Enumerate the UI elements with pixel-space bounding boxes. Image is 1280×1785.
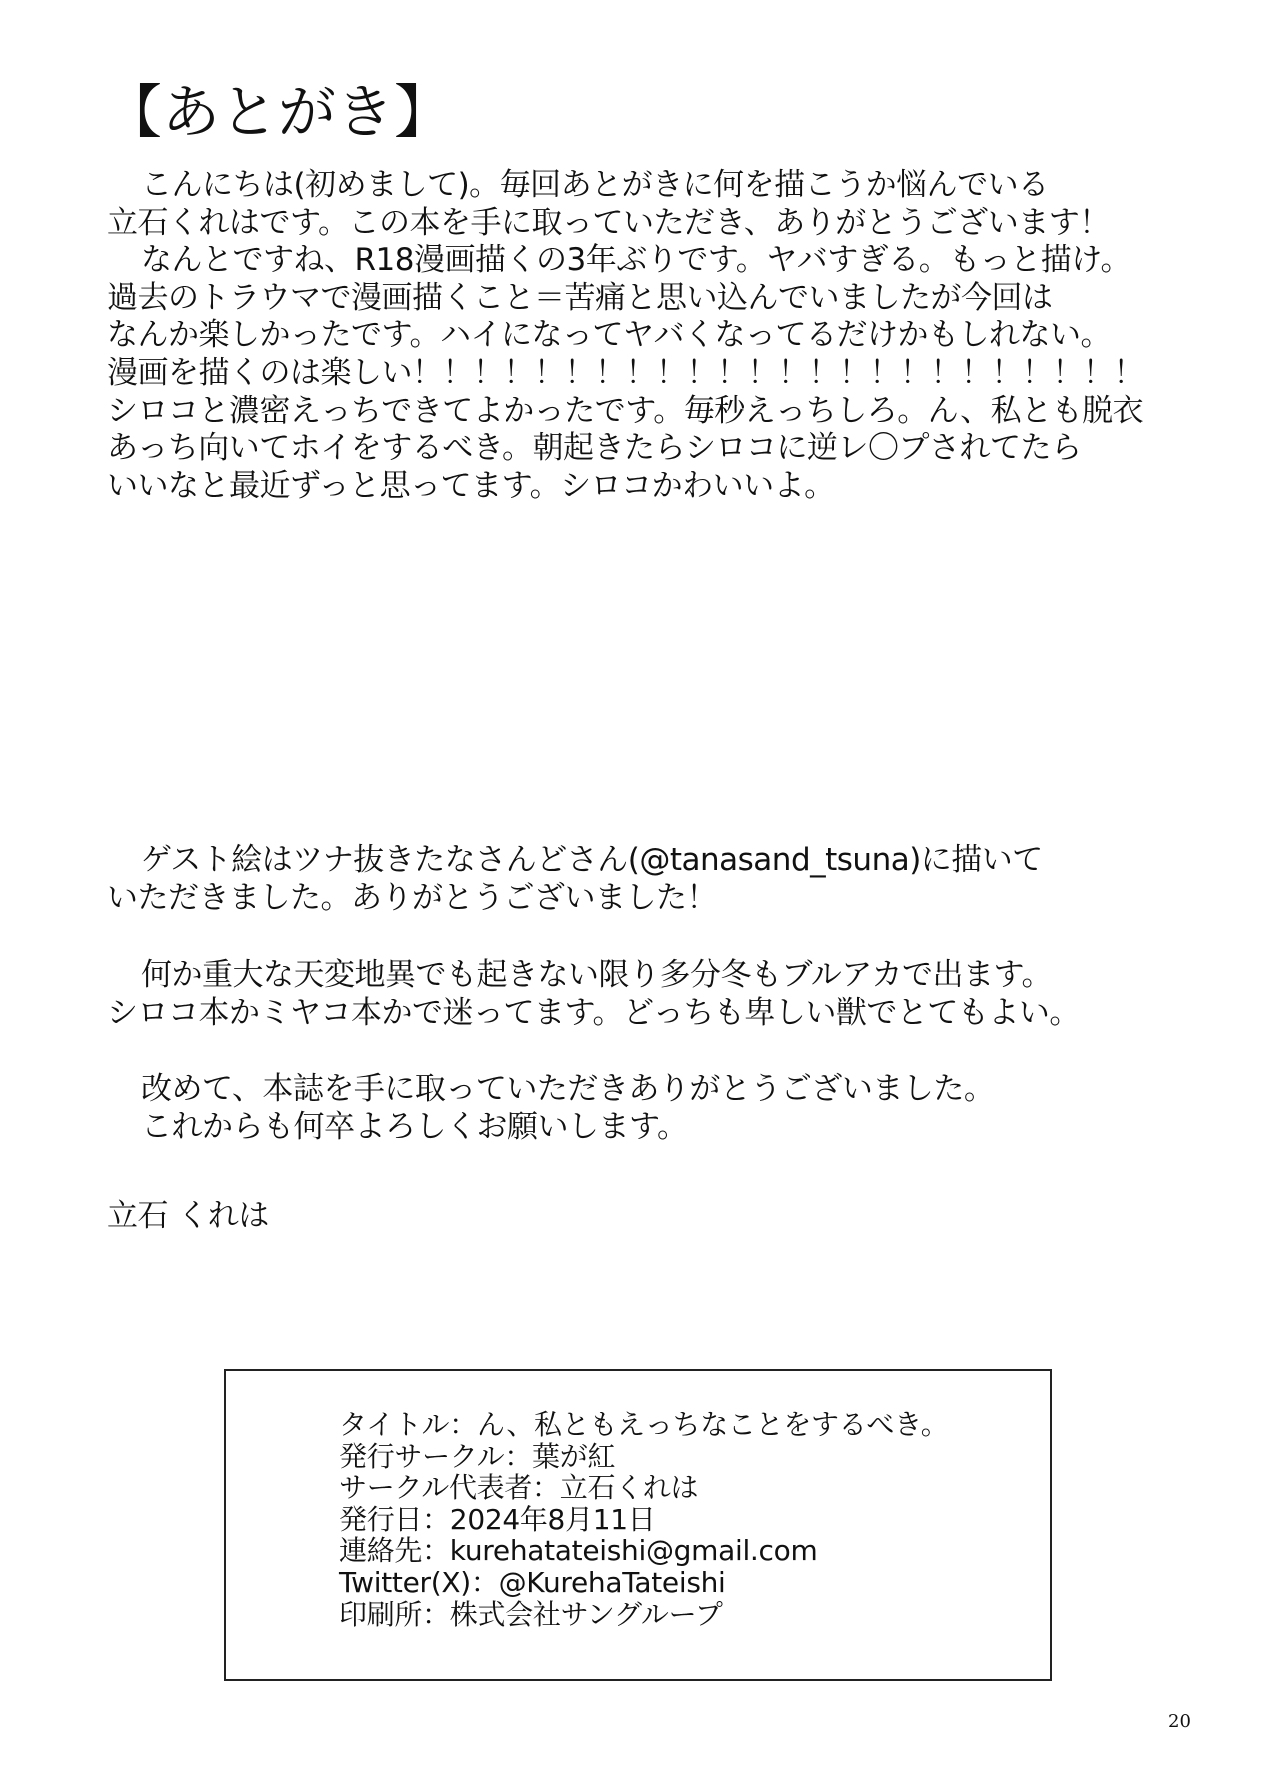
colophon-representative: サークル代表者：立石くれは — [339, 1471, 699, 1505]
colophon-contact: 連絡先：kurehatateishi@gmail.com — [339, 1534, 818, 1568]
text-line: シロコ本かミヤコ本かで迷ってます。どっちも卑しい獣でとてもよい。 — [107, 994, 1080, 1031]
afterword-paragraph-3 — [107, 957, 1267, 1032]
colophon-list — [339, 1409, 948, 1630]
colophon-title: タイトル：ん、私ともえっちなことをするべき。 — [339, 1408, 949, 1441]
signature-text: 立石 くれは — [107, 1198, 269, 1234]
colophon-circle: 発行サークル：葉が紅 — [339, 1439, 616, 1473]
text-line: なんとですね、R18漫画描くの3年ぶりです。ヤバすぎる。もっと描け。 — [141, 242, 1131, 279]
text-line: いいなと最近ずっと思ってます。シロコかわいいよ。 — [107, 467, 835, 504]
afterword-paragraph-2 — [107, 842, 1267, 917]
colophon-date: 発行日：2024年8月11日 — [339, 1502, 656, 1536]
text-line: あっち向いてホイをするべき。朝起きたらシロコに逆レ〇プされてたら — [107, 430, 1082, 467]
text-line: 過去のトラウマで漫画描くこと＝苦痛と思い込んでいましたが今回は — [107, 279, 1053, 316]
page-title: 【あとがき】 — [104, 78, 453, 146]
text-line: ゲスト絵はツナ抜きたなさんどさん(@tanasand_tsuna)に描いて — [141, 842, 1043, 878]
text-line: 改めて、本誌を手に取っていただきありがとうございました。 — [141, 1071, 995, 1107]
colophon-printer: 印刷所：株式会社サングループ — [339, 1597, 723, 1631]
colophon-box — [224, 1369, 1052, 1681]
colophon-twitter: Twitter(X)：@KurehaTateishi — [339, 1565, 726, 1599]
text-line: シロコと濃密えっちできてよかったです。毎秒えっちしろ。ん、私とも脱衣 — [107, 392, 1144, 429]
text-line: いただきました。ありがとうございました！ — [107, 879, 717, 916]
page-number: 20 — [1168, 1711, 1191, 1732]
author-signature — [107, 1198, 1267, 1236]
afterword-paragraph-1 — [107, 167, 1267, 505]
text-line: 何か重大な天変地異でも起きない限り多分冬もブルアカで出ます。 — [141, 957, 1052, 993]
text-line: 漫画を描くのは楽しい！！！！！！！！！！！！！！！！！！！！！！！！ — [107, 354, 1144, 391]
text-line: 立石くれはです。この本を手に取っていただき、ありがとうございます！ — [107, 204, 1110, 241]
afterword-paragraph-4 — [107, 1071, 1267, 1146]
text-line: これからも何卒よろしくお願いします。 — [141, 1108, 688, 1145]
text-line: こんにちは(初めまして)。毎回あとがきに何を描こうか悩んでいる — [141, 167, 1049, 203]
text-line: なんか楽しかったです。ハイになってヤバくなってるだけかもしれない。 — [107, 317, 1112, 354]
